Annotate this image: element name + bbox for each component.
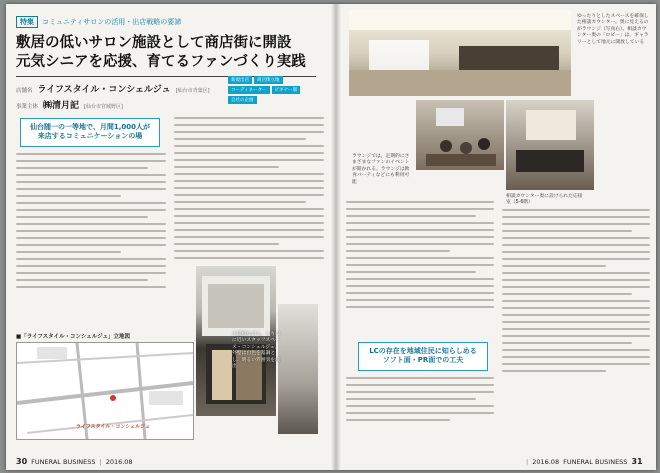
counter-photo [349, 10, 571, 96]
body-text-col1 [16, 148, 166, 293]
operator-credit [16, 98, 123, 111]
page-number-left: 30 [16, 457, 28, 466]
magazine-name-right: FUNERAL BUSINESS [563, 457, 628, 466]
lounge-photo [416, 100, 504, 170]
badge: 商店街立地 [254, 76, 283, 84]
store-credit [16, 82, 210, 95]
map-title: ■「ライフスタイル・コンシェルジュ」立地図 [16, 334, 131, 340]
operator-name: ㈱清月記 [43, 101, 80, 111]
section-subhead-left: 仙台随一の一等地で、月間1,000人が 来店するコミュニケーションの場 [20, 118, 160, 147]
page-number-right: 31 [631, 457, 643, 466]
operator-role: 事業主体 [16, 104, 39, 110]
caption-top: ゆったりとしたスペースを確保した相談カウンター。奥に見えるのがラウンジ（写真右）。相談カウンター奥の「ロビー」は、ギャラリーとして地元に開放している [577, 14, 649, 45]
body-text-col4 [502, 204, 650, 377]
body-text-col3b [346, 372, 494, 426]
body-text-col3 [346, 196, 494, 313]
operator-note: [仙台市宮城野区] [84, 104, 123, 110]
body-text-col2 [174, 112, 324, 264]
category-badges [228, 76, 316, 104]
reception-room-photo [506, 100, 594, 190]
badge: 新規出店 [228, 76, 252, 84]
headline-line2: 元気シニアを応援、育てるファンづくり実践 [16, 53, 306, 70]
magazine-name-left: FUNERAL BUSINESS [31, 457, 96, 466]
badge: 自社の企画 [228, 96, 257, 104]
issue-right: 2016.08 [532, 457, 560, 466]
section-subhead-right: LCの存在を地域住民に知らしめる ソフト面・PR面での工夫 [358, 342, 488, 371]
badge: ビギナー層 [272, 86, 301, 94]
storefront-caption: 小規模ながら、入り口に近いスタッフスペース・コンシェルジュ。外壁は白色を基調とし、明るい雰囲気を演出 [232, 332, 280, 370]
store-role: 店舗名 [16, 88, 33, 94]
headline [16, 34, 316, 72]
store-note: [仙台市青葉区] [175, 88, 210, 94]
kicker [16, 16, 181, 28]
caption-mid: ラウンジでは、定期的にさまざまなファンのイベントが開かれる。ラウンジは飲食パーティなどにも利用可能 [352, 154, 410, 185]
right-footer: | 2016.08 FUNERAL BUSINESS 31 [526, 457, 643, 466]
kicker-tag: 特集 [16, 16, 38, 28]
badge: コーディネーター [228, 86, 270, 94]
interior-photo [278, 304, 318, 434]
left-footer: 30 FUNERAL BUSINESS | 2016.08 [16, 457, 133, 466]
headline-line1: 敷居の低いサロン施設として商店街に開設 [16, 35, 292, 51]
kicker-text: コミュニティサロンの活用・出店戦略の要諦 [42, 18, 182, 26]
map-label: ライフスタイル・コンシェルジュ [76, 424, 150, 430]
caption-small: 相談カウンター奥に設けられた応接室（5-6階） [506, 194, 583, 206]
issue-left: 2016.08 [105, 457, 133, 466]
spine-gutter [331, 4, 341, 470]
magazine-spread [6, 4, 656, 470]
store-name: ライフスタイル・コンシェルジュ [37, 85, 171, 95]
